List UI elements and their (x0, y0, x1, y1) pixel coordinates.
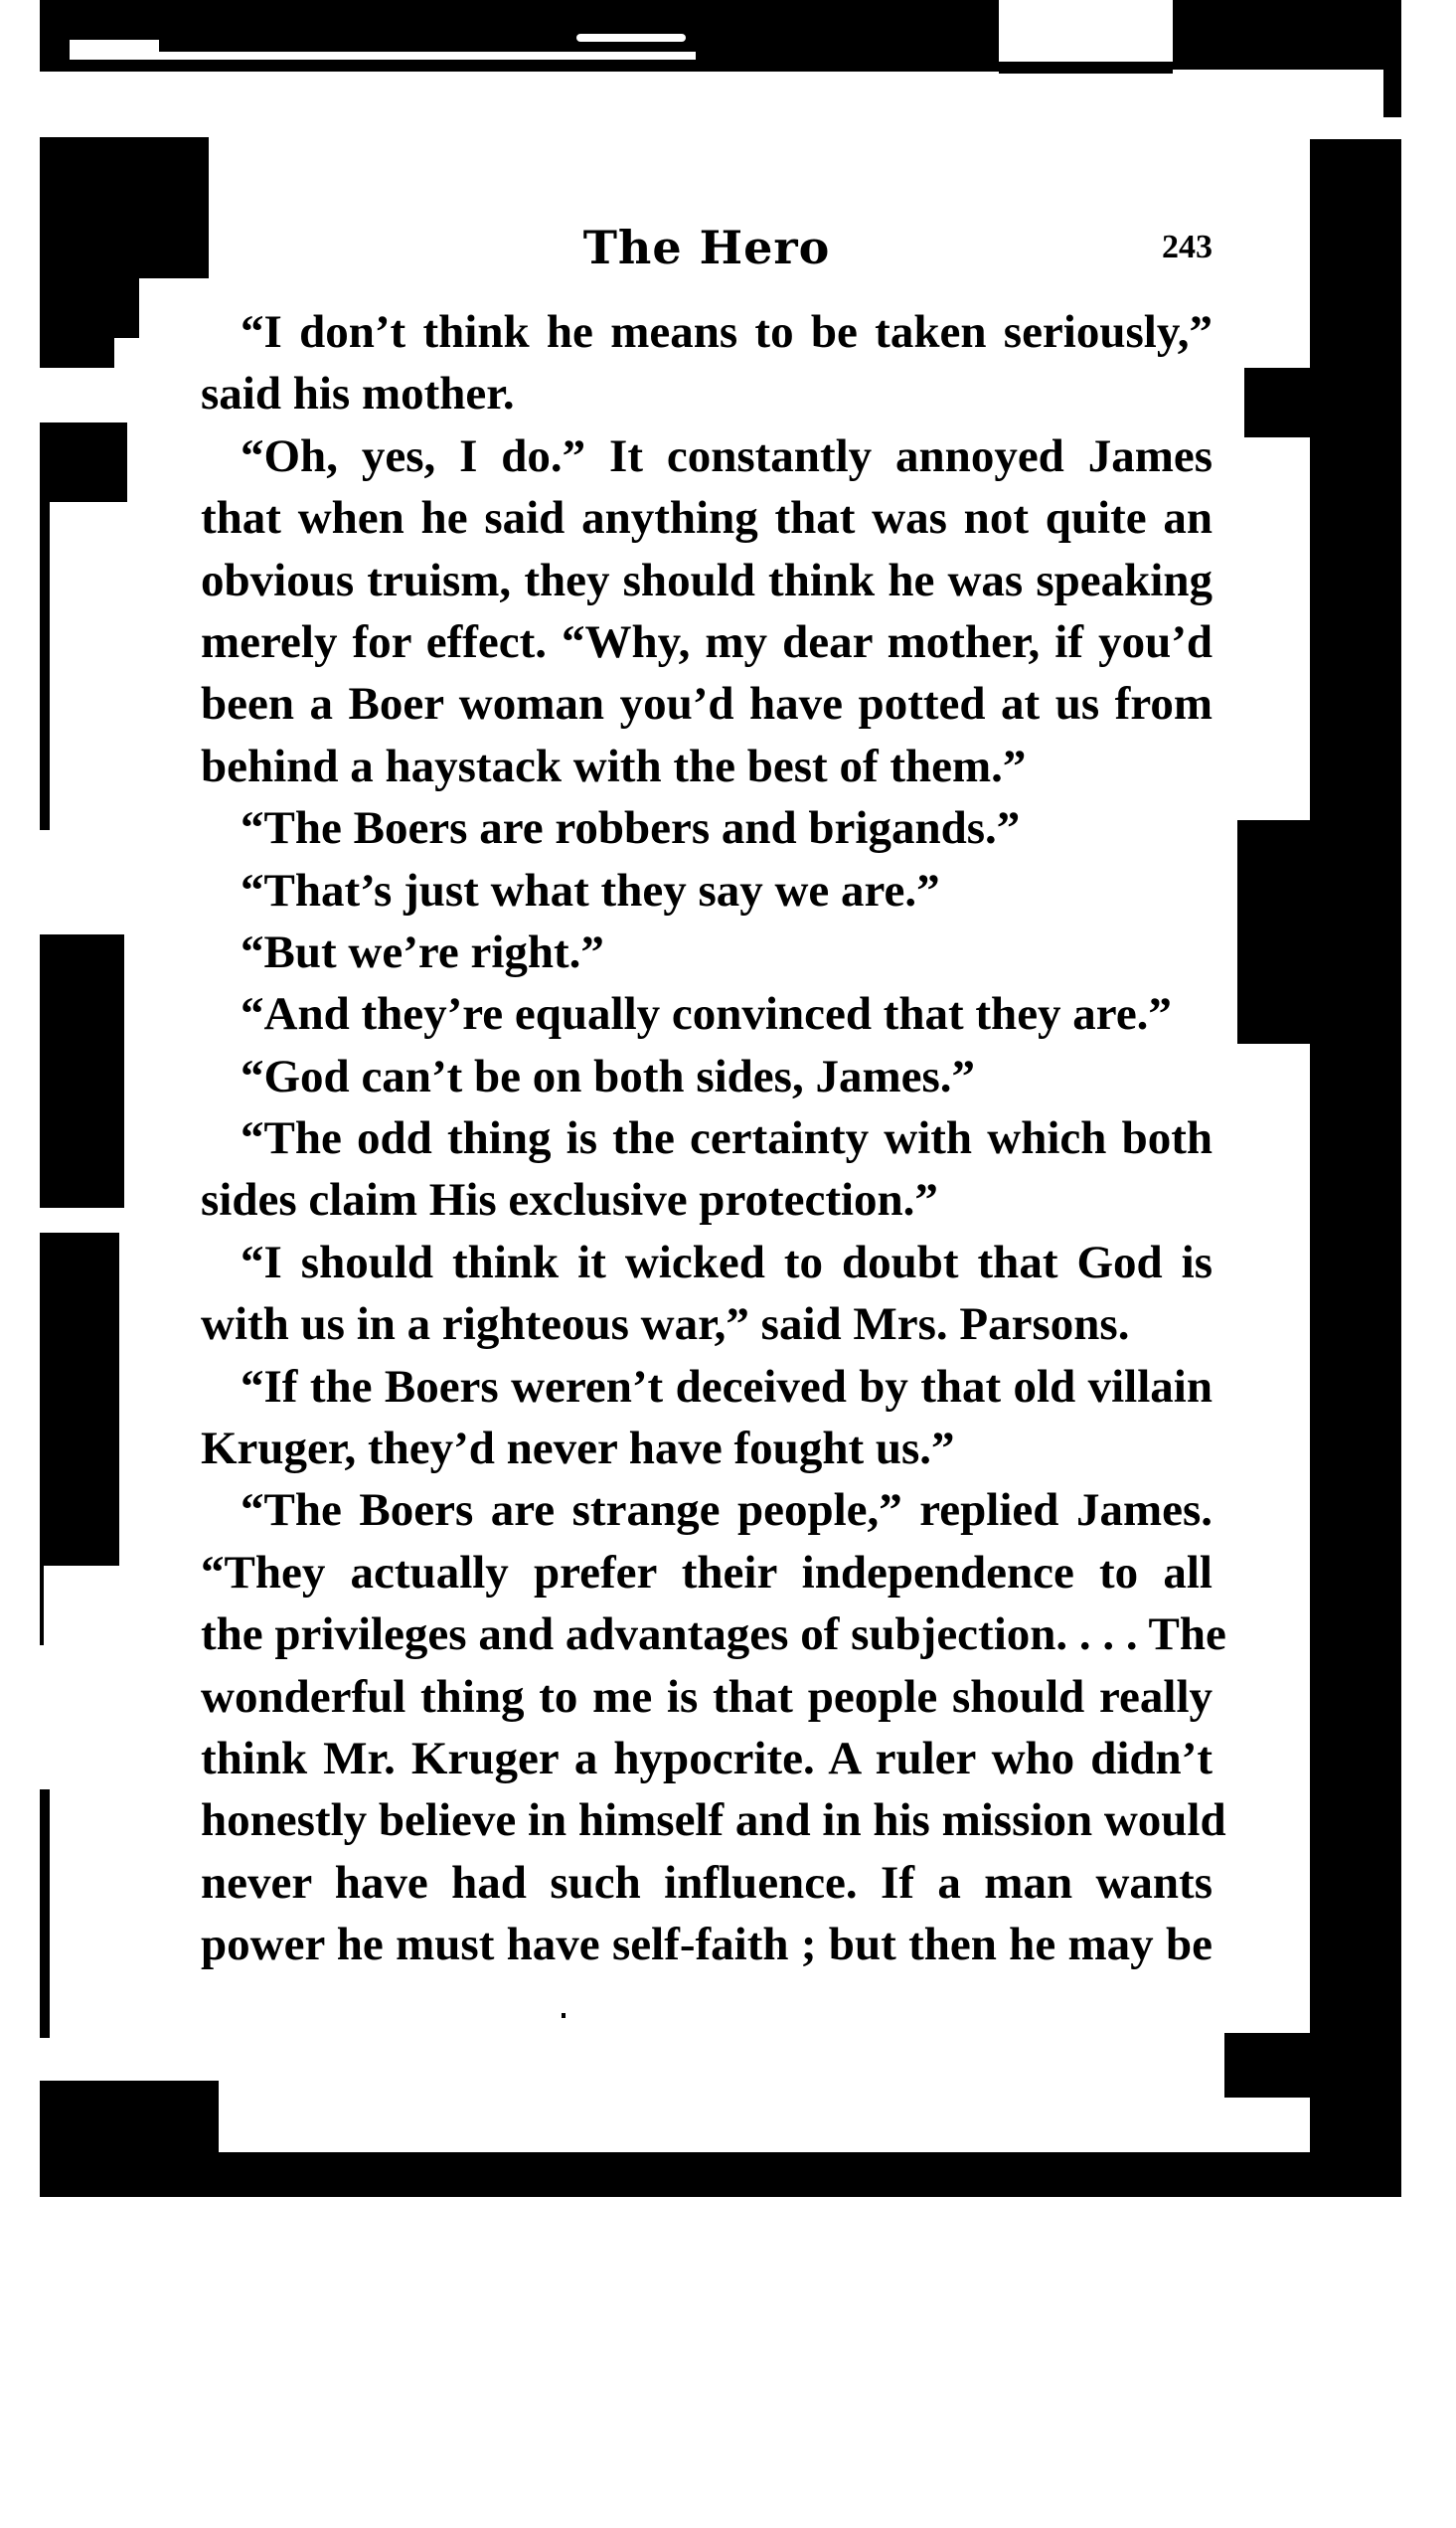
scan-border-right (1224, 2033, 1314, 2098)
scan-border-right (1244, 368, 1314, 437)
scan-border-top (40, 0, 999, 72)
scan-border-left (40, 1566, 44, 1645)
text-line: “I should think it wicked to doubt that God is (241, 1236, 1213, 1288)
scan-border-right-edge (1383, 70, 1401, 117)
text-line: obvious truism, they should think he was speaking (201, 554, 1213, 606)
scan-streak (70, 40, 159, 60)
page-number: 243 (1162, 229, 1213, 265)
scan-border-right (1237, 820, 1317, 1044)
text-line: that when he said anything that was not quite an (201, 492, 1213, 545)
text-line: “And they’re equally convinced that they are.” (241, 988, 1172, 1041)
scan-border-left (40, 422, 127, 502)
scan-border-top-right (1173, 0, 1401, 70)
text-line: wonderful thing to me is that people should really (201, 1670, 1213, 1723)
scan-speck (562, 2013, 566, 2018)
text-line: said his mother. (201, 368, 515, 421)
text-line: the privileges and advantages of subjection. . . . The (201, 1608, 1226, 1661)
scan-border-left (40, 1789, 50, 2038)
body-text (201, 301, 1226, 1976)
text-line: with us in a righteous war,” said Mrs. Parsons. (201, 1298, 1130, 1351)
text-line: “Oh, yes, I do.” It constantly annoyed James (241, 429, 1213, 482)
text-line: think Mr. Kruger a hypocrite. A ruler who didn’t (201, 1732, 1213, 1784)
scan-streak (159, 52, 696, 60)
text-line: power he must have self-faith ; but then he may be (201, 1919, 1213, 1971)
text-line: “They actually prefer their independence to all (201, 1546, 1213, 1599)
text-line: merely for effect. “Why, my dear mother, if you’d (201, 615, 1213, 668)
text-line: sides claim His exclusive protection.” (201, 1174, 938, 1227)
text-line: “I don’t think he means to be taken seriously,” (241, 306, 1213, 358)
scan-border-left (40, 934, 124, 1208)
scan-border-bottom (40, 2152, 1401, 2197)
text-line: behind a haystack with the best of them.” (201, 740, 1027, 792)
text-line: “But we’re right.” (241, 926, 604, 978)
text-line: “The odd thing is the certainty with which both (241, 1112, 1213, 1165)
scan-streak (576, 34, 686, 42)
running-head (201, 221, 1213, 280)
scan-border-left (40, 338, 114, 368)
scan-border-left (40, 1233, 119, 1566)
scan-border-right (1310, 139, 1401, 2197)
text-line: been a Boer woman you’d have potted at us from (201, 678, 1213, 731)
text-line: Kruger, they’d never have fought us.” (201, 1423, 955, 1475)
scan-border-left (40, 502, 50, 830)
text-line: “God can’t be on both sides, James.” (241, 1050, 976, 1102)
text-line: “The Boers are strange people,” replied James. (241, 1484, 1213, 1537)
text-line: “That’s just what they say we are.” (241, 864, 940, 917)
text-line: never have had such influence. If a man wants (201, 1856, 1213, 1909)
scan-border-top-notch (999, 62, 1173, 74)
text-line: “If the Boers weren’t deceived by that old villain (241, 1360, 1213, 1413)
text-line: “The Boers are robbers and brigands.” (241, 802, 1021, 855)
text-line: honestly believe in himself and in his mission would (201, 1794, 1226, 1847)
scan-border-left (40, 137, 209, 278)
running-title: The Hero (582, 221, 831, 274)
scan-border-left (40, 278, 139, 338)
